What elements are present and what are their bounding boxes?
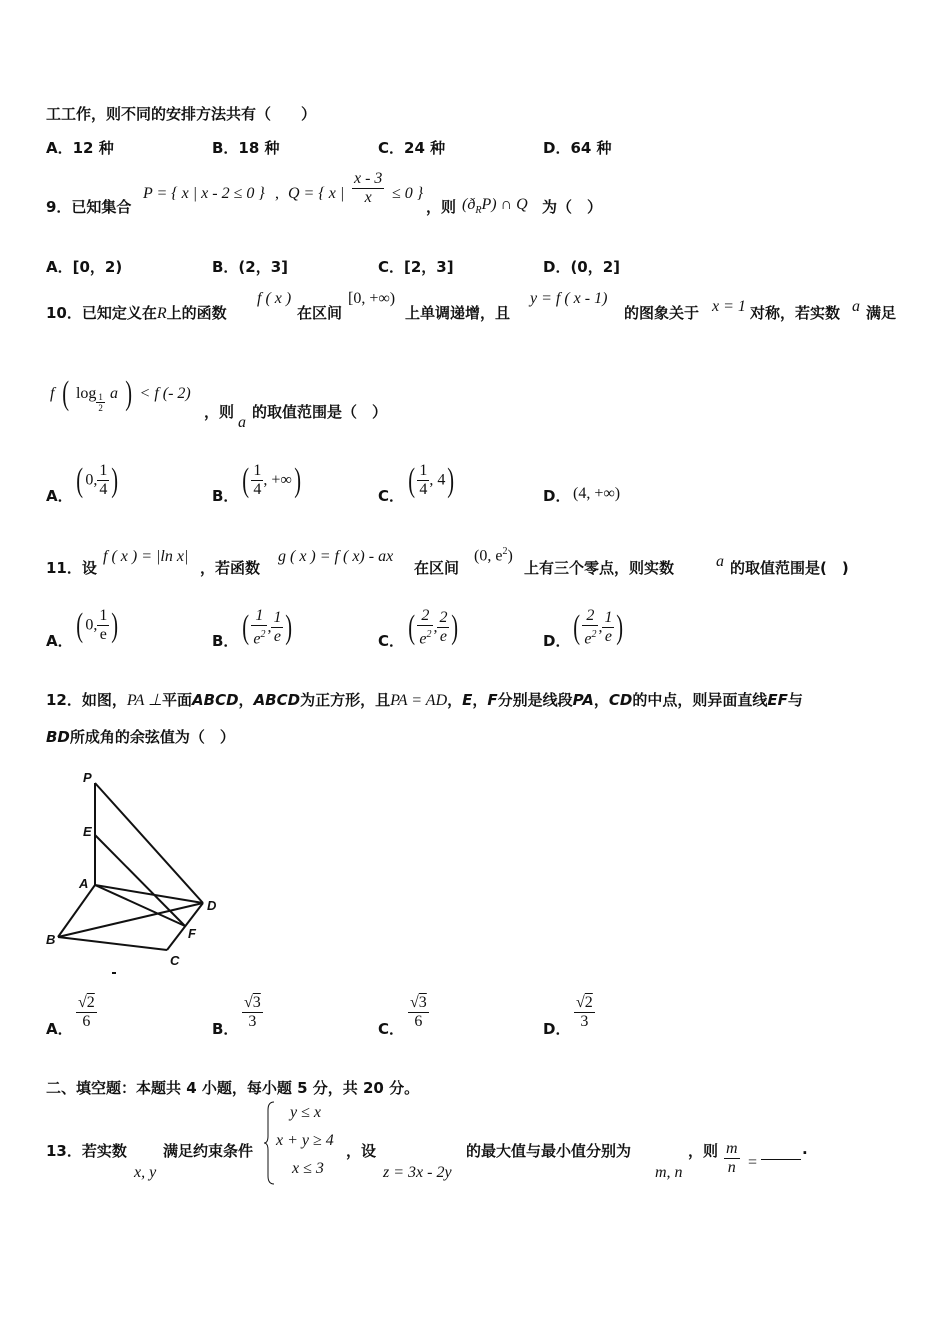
q9-frac-num: x - 3	[354, 170, 383, 187]
q8-option-a: A．12 种	[46, 139, 114, 157]
q10-a: a	[852, 298, 860, 315]
q9-option-d: D．(0，2]	[543, 258, 621, 276]
q11-opt-a-den: e	[99, 626, 107, 643]
q10-opt-c-tail: , 4	[429, 471, 446, 489]
q9-ask: 为（ ）	[542, 198, 603, 216]
q12-pa-perp: PA ⊥	[126, 692, 163, 709]
q10-log: log	[75, 385, 97, 402]
q11-opt-a-lead: 0,	[85, 616, 98, 634]
q9-set-q-left: Q = { x |	[288, 185, 345, 202]
q11-option-a: ( 0, $\frac{1}{e}$ )	[76, 606, 119, 644]
q12-f: F	[487, 691, 498, 709]
q9-expr-open: (ð	[462, 196, 476, 213]
q13-mn: m, n	[655, 1164, 683, 1181]
q12-label-c: C．	[378, 1020, 405, 1038]
q13-number: 13．若实数	[46, 1142, 127, 1160]
edge-ef	[95, 835, 185, 926]
edge-af	[95, 885, 185, 926]
q12-opt-b-den: 3	[248, 1013, 257, 1030]
q10-x1: x = 1	[712, 298, 746, 315]
q10-ineq-f: f	[50, 385, 55, 402]
q12-bd: BD	[46, 728, 70, 746]
q9-frac-den: x	[364, 189, 372, 206]
q11-opt-a-num: 1	[99, 607, 108, 624]
q10-opt-a-lead: 0,	[85, 471, 98, 489]
q10-paren-left: (	[61, 375, 69, 412]
q13-constraint-2: x + y ≥ 4	[276, 1132, 334, 1149]
q10-label-a: A．	[46, 487, 73, 505]
q10-log-arg: a	[110, 385, 119, 402]
q11-opt-c-n2: 2	[439, 609, 448, 627]
q10-text-3: 在区间	[297, 304, 343, 322]
q13-brace	[264, 1100, 276, 1186]
q12-opt-c-den: 6	[414, 1013, 423, 1030]
label-c: C	[170, 953, 180, 968]
q9-option-b: B．(2，3]	[212, 258, 289, 276]
q11-interval-close: )	[507, 547, 513, 565]
q10-ask: 的取值范围是（ ）	[252, 403, 388, 421]
q12-option-a: $\frac{√2}{6}$	[78, 994, 95, 1030]
label-e: E	[83, 824, 92, 839]
q9-sub-r: R	[475, 205, 482, 217]
q11-text-1: ，若函数	[200, 559, 261, 577]
q10-text-5: 的图象关于	[624, 304, 700, 322]
q11-option-c: ( $\frac{2}{e^2}$ , $\frac{2}{e}$ )	[408, 607, 459, 648]
q13-z: z = 3x - 2y	[383, 1164, 452, 1181]
q12-opt-d-den: 3	[580, 1013, 589, 1030]
label-a: A	[79, 876, 89, 891]
q13-text-1: 满足约束条件	[163, 1142, 254, 1160]
q10-label-d: D．	[543, 487, 571, 505]
q13-xy: x, y	[134, 1164, 157, 1181]
q12-line-1	[46, 689, 803, 710]
q10-a2: a	[238, 414, 246, 431]
q10-opt-a-den: 4	[99, 481, 108, 498]
q11-a: a	[716, 553, 724, 570]
q11-opt-c-sup: 2	[426, 629, 432, 640]
q11-sup: 2	[502, 546, 508, 557]
q11-opt-d-n1: 2	[582, 607, 598, 626]
q10-opt-a-num: 1	[99, 462, 108, 479]
q8-option-c: C．24 种	[378, 139, 446, 157]
q12-t6: ，	[472, 691, 488, 709]
q9-option-a: A．[0，2)	[46, 258, 123, 276]
q11-label-d: D．	[543, 632, 571, 650]
label-f: F	[188, 926, 196, 941]
edge-pd	[95, 783, 203, 903]
section-2-heading: 二、填空题：本题共 4 小题，每小题 5 分，共 20 分。	[46, 1079, 420, 1097]
q12-ef: EF	[767, 691, 788, 709]
q12-label-d: D．	[543, 1020, 571, 1038]
q11-fdef: f ( x ) = |ln x|	[103, 548, 189, 565]
q13-frac-num: m	[726, 1140, 738, 1157]
q12-t3: ，	[238, 691, 254, 709]
q10-option-c: ( $\frac{1}{4}$ , 4)	[408, 461, 455, 499]
q12-e: E	[462, 691, 473, 709]
q13-frac-den: n	[727, 1159, 736, 1176]
q10-label-c: C．	[378, 487, 405, 505]
q9-set-p: P = { x | x - 2 ≤ 0 }	[143, 185, 265, 202]
q12-t5: ，	[447, 691, 463, 709]
q11-text-2: 在区间	[414, 559, 460, 577]
q12-t8: ，	[593, 691, 609, 709]
q10-text-2: 上的函数	[166, 304, 227, 322]
q9-set-q-right: ≤ 0 }	[392, 185, 424, 202]
q12-opt-d-rad: 2	[584, 994, 593, 1011]
label-d: D	[207, 898, 217, 913]
q12-opt-c-rad: 3	[418, 994, 427, 1011]
q11-option-b: ( $\frac{1}{e^2}$ , $\frac{1}{e}$ )	[242, 607, 293, 648]
q12-opt-a-rad: 2	[86, 994, 95, 1011]
q11-opt-d-d1: e	[584, 630, 592, 648]
q10-text-7: 满足	[866, 304, 897, 322]
q8-stem-tail: 工工作，则不同的安排方法共有（ ）	[46, 105, 317, 123]
q10-ineq-rest: < f (- 2)	[139, 385, 191, 402]
q12-t9: 的中点，则异面直线	[632, 691, 768, 709]
q12-option-b: $\frac{√3}{3}$	[244, 994, 261, 1030]
q12-abcd-2: ABCD	[253, 691, 301, 709]
q11-number: 11．设	[46, 559, 97, 577]
q13-text-4: ，则	[688, 1142, 719, 1160]
q8-option-b: B．18 种	[212, 139, 280, 157]
q12-abcd-1: ABCD	[192, 691, 239, 709]
q11-opt-b-d1: e	[253, 630, 261, 648]
q12-t2: 平面	[162, 691, 193, 709]
q10-r: R	[156, 305, 167, 322]
q11-opt-d-n2: 1	[604, 609, 613, 627]
q12-opt-b-rad: 3	[252, 994, 261, 1011]
q11-opt-d-sup: 2	[591, 629, 597, 640]
q9-expr-close: P) ∩ Q	[481, 196, 528, 213]
q12-label-a: A．	[46, 1020, 73, 1038]
q10-interval: [0, +∞)	[348, 290, 396, 307]
q9-complement	[462, 196, 528, 216]
q11-opt-b-sup: 2	[260, 629, 266, 640]
q11-interval	[474, 546, 513, 565]
q12-geometry-figure	[40, 765, 230, 980]
q12-label-b: B．	[212, 1020, 239, 1038]
q12-pa-ad: PA = AD	[390, 692, 448, 709]
q12-opt-a-den: 6	[82, 1013, 91, 1030]
q11-text-3: 上有三个零点，则实数	[524, 559, 675, 577]
q10-text-4: 上单调递增，且	[405, 304, 511, 322]
q9-set-q-fraction	[352, 170, 384, 207]
q11-label-a: A．	[46, 632, 73, 650]
q12-cd: CD	[608, 691, 633, 709]
edge-ad	[95, 885, 203, 903]
q10-yfx: y = f ( x - 1)	[530, 290, 608, 307]
q11-gdef: g ( x ) = f ( x) - ax	[278, 548, 394, 565]
q12-t4: 为正方形，且	[300, 691, 391, 709]
q11-opt-d-d2: e	[604, 628, 612, 646]
q10-log-base-den: 2	[98, 402, 103, 413]
q11-ask: 的取值范围是( )	[730, 559, 849, 577]
q9-option-c: C．[2，3]	[378, 258, 454, 276]
q12-line-2	[46, 726, 235, 747]
q9-then: ，则	[426, 198, 457, 216]
q11-opt-c-d1: e	[419, 630, 427, 648]
q10-number	[46, 302, 227, 323]
q12-t10: 与	[787, 691, 803, 709]
q12-t1: 12．如图，	[46, 691, 127, 709]
q9-comma: ,	[275, 185, 279, 202]
q10-option-b: ( $\frac{1}{4}$ , +∞)	[242, 461, 301, 499]
q10-text-6: 对称，若实数	[750, 304, 841, 322]
q13-answer-blank[interactable]	[761, 1140, 801, 1160]
q11-opt-b-n1: 1	[251, 607, 267, 626]
q10-then: ，则	[204, 403, 235, 421]
q10-opt-b-den: 4	[253, 481, 262, 498]
q10-option-a: ( 0, $\frac{1}{4}$ )	[76, 461, 119, 499]
q13-text-2: ，设	[346, 1142, 377, 1160]
q9-number: 9．已知集合	[46, 198, 132, 216]
q8-option-d: D．64 种	[543, 139, 612, 157]
q10-fx: f ( x )	[257, 290, 292, 307]
q13-end: .	[802, 1140, 808, 1158]
label-p: P	[83, 770, 92, 785]
q11-opt-c-n1: 2	[417, 607, 433, 626]
q10-opt-b-tail: , +∞	[263, 471, 292, 489]
q11-option-d: ( $\frac{2}{e^2}$ , $\frac{1}{e}$ )	[573, 607, 624, 648]
q11-opt-c-d2: e	[439, 628, 447, 646]
label-b: B	[46, 932, 56, 947]
q13-text-3: 的最大值与最小值分别为	[466, 1142, 632, 1160]
q10-text-1: 10．已知定义在	[46, 304, 157, 322]
q10-log-base-num: 1	[98, 391, 103, 402]
q10-paren-right: )	[125, 375, 133, 412]
q12-option-d: $\frac{√2}{3}$	[576, 994, 593, 1030]
q10-opt-c-den: 4	[419, 481, 428, 498]
q11-interval-open: (0, e	[474, 547, 503, 565]
q13-fraction	[724, 1140, 740, 1177]
q10-option-d: (4, +∞)	[573, 485, 621, 502]
q10-label-b: B．	[212, 487, 239, 505]
q13-constraint-3: x ≤ 3	[292, 1160, 324, 1177]
q10-opt-c-num: 1	[419, 462, 428, 479]
q13-equals: =	[748, 1154, 758, 1171]
q12-pa: PA	[572, 691, 594, 709]
q12-t11: 所成角的余弦值为（ ）	[69, 728, 235, 746]
figure-mark	[112, 972, 116, 974]
q10-inequality	[50, 377, 191, 411]
q11-opt-b-d2: e	[273, 628, 281, 646]
q13-constraint-1: y ≤ x	[290, 1104, 321, 1121]
q11-opt-b-n2: 1	[273, 609, 282, 627]
edge-bc	[58, 937, 167, 950]
q10-opt-b-num: 1	[253, 462, 262, 479]
q12-option-c: $\frac{√3}{6}$	[410, 994, 427, 1030]
q12-t7: 分别是线段	[497, 691, 573, 709]
q10-log-base	[96, 392, 105, 413]
q11-label-b: B．	[212, 632, 239, 650]
q11-label-c: C．	[378, 632, 405, 650]
